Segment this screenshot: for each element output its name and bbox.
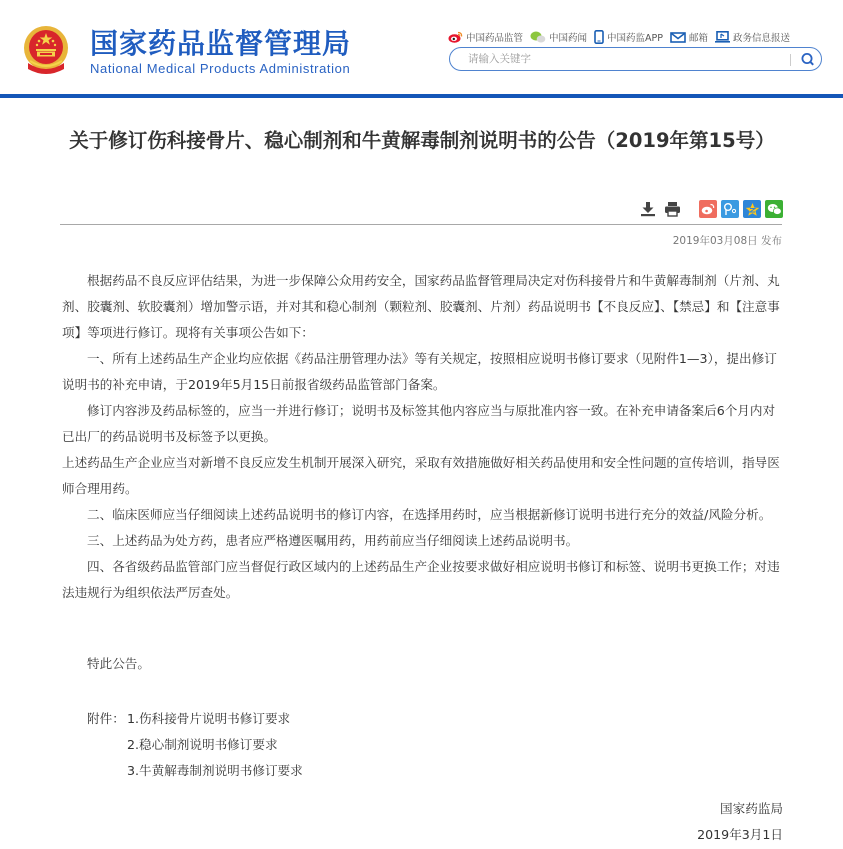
paragraph: 上述药品生产企业应当对新增不良反应发生机制开展深入研究，采取有效措施做好相关药品使用和安全性问题的宣传培训，指导医师合理用药。 (62, 455, 780, 496)
paragraph: 四、各省级药品监管部门应当督促行政区域内的上述药品生产企业按要求做好相应说明书修订和标签、说明书更换工作；对违法违规行为组织依法严厉查处。 (62, 559, 780, 600)
site-subtitle: National Medical Products Administration (90, 61, 351, 76)
weibo-icon (448, 31, 463, 43)
site-title[interactable]: 国家药品监督管理局 (90, 27, 352, 60)
quick-link-label: 中国药监APP (607, 33, 663, 44)
download-button[interactable] (639, 200, 657, 218)
attachments-list (87, 706, 303, 784)
quick-link-report[interactable] (715, 30, 790, 44)
paragraph: 修订内容涉及药品标签的，应当一并进行修订；说明书及标签其他内容应当与原批准内容一致。在补充申请备案后6个月内对已出厂的药品说明书及标签予以更换。 (62, 403, 776, 444)
download-icon (640, 201, 656, 217)
search-input[interactable] (468, 50, 778, 68)
quick-link-mail[interactable] (670, 30, 708, 44)
quick-link-label: 政务信息报送 (733, 33, 791, 44)
share-qzone-button[interactable] (743, 200, 761, 218)
share-weibo-button[interactable] (699, 200, 717, 218)
article-title: 关于修订伤科接骨片、稳心制剂和牛黄解毒制剂说明书的公告（2019年第15号） (69, 129, 775, 152)
quick-link-app[interactable] (594, 30, 663, 44)
paragraph: 二、临床医师应当仔细阅读上述药品说明书的修订内容，在选择用药时，应当根据新修订说明书进行充分的效益/风险分析。 (87, 507, 772, 522)
qzone-share-icon (745, 202, 760, 217)
search-icon[interactable] (799, 51, 817, 68)
attachment-link[interactable]: 2.稳心制剂说明书修订要求 (127, 737, 278, 752)
share-qq-button[interactable] (721, 200, 739, 218)
print-button[interactable] (663, 200, 681, 218)
attachment-link[interactable]: 1.伤科接骨片说明书修订要求 (127, 711, 291, 726)
quick-links (448, 28, 797, 46)
mobile-icon (594, 30, 604, 44)
print-icon (664, 201, 681, 217)
qq-share-icon (723, 202, 737, 216)
quick-link-wechat[interactable] (530, 30, 587, 44)
search-divider (790, 54, 791, 66)
article-tools (633, 199, 783, 219)
wechat-icon (530, 31, 546, 43)
paragraph: 三、上述药品为处方药，患者应严格遵医嘱用药，用药前应当仔细阅读上述药品说明书。 (87, 533, 579, 548)
share-wechat-button[interactable] (765, 200, 783, 218)
attachment-link[interactable]: 3.牛黄解毒制剂说明书修订要求 (127, 763, 303, 778)
publish-date: 2019年03月08日 发布 (672, 235, 782, 247)
paragraph: 根据药品不良反应评估结果，为进一步保障公众用药安全，国家药品监督管理局决定对伤科接骨片和牛黄解毒制剂（片剂、丸剂、胶囊剂、软胶囊剂）增加警示语，并对其和稳心制剂（颗粒剂、胶囊剂、片剂）药品说明书【不良反应】、【禁忌】和【注意事项】等项进行修订。现将有关事项公告如下： (62, 273, 780, 340)
quick-link-label: 中国药品监管 (466, 33, 524, 44)
quick-link-label: 邮箱 (689, 33, 709, 44)
weibo-share-icon (701, 203, 715, 215)
paragraph: 一、所有上述药品生产企业均应依据《药品注册管理办法》等有关规定，按照相应说明书修订要求（见附件1—3），提出修订说明书的补充申请，于2019年5月15日前报省级药品监管部门备案。 (62, 351, 777, 392)
signature-org: 国家药监局 (720, 801, 783, 816)
quick-link-label: 中国药闻 (549, 33, 588, 44)
header-accent-bar (0, 94, 843, 98)
mail-icon (670, 32, 686, 43)
wechat-share-icon (767, 203, 782, 216)
site-header (0, 0, 843, 94)
title-divider (60, 224, 782, 225)
signature-block (697, 796, 783, 848)
monitor-icon (715, 31, 730, 43)
attachments-label: 附件： (87, 711, 125, 726)
closing-statement: 特此公告。 (87, 656, 150, 671)
article-body (62, 268, 784, 606)
national-emblem-icon (22, 25, 70, 77)
signature-date: 2019年3月1日 (697, 827, 783, 842)
quick-link-weibo[interactable] (448, 30, 523, 44)
search-box (449, 47, 822, 71)
